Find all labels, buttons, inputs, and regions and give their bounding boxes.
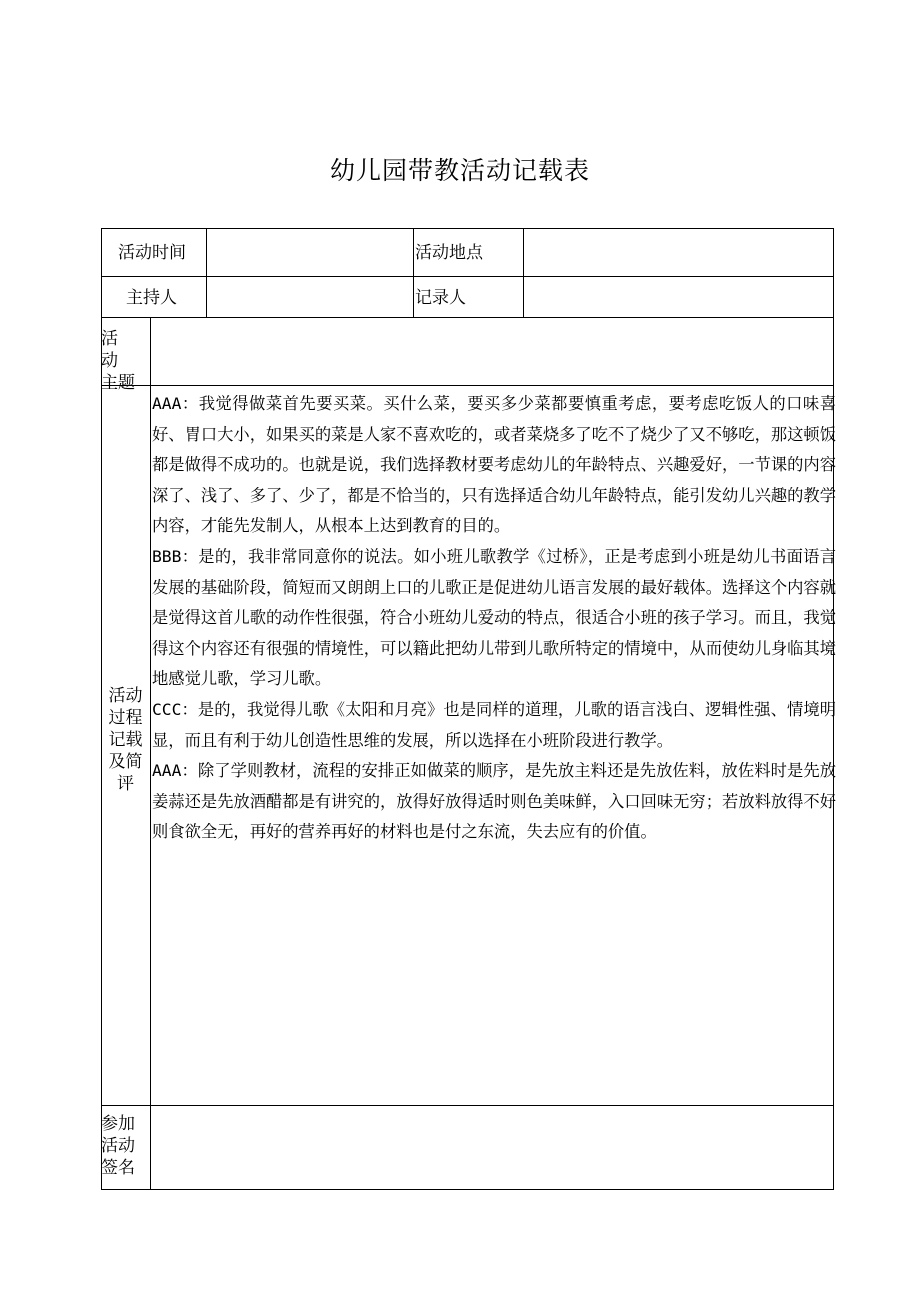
sign-label-line: 活动: [101, 1136, 135, 1156]
dialogue-text: ：除了学则教材，流程的安排正如做菜的顺序，是先放主料还是先放佐料，放佐料时是先放姜蒜还是先放酒醋都是有讲究的，放得好放得适时则色美味鲜，入口回味无穷；若放料放得不好则食欲全无，再好的营养再好的材料也是付之东流，失去应有的价值。: [152, 761, 836, 842]
row-divider: [101, 276, 834, 277]
theme-label-line: 主题: [101, 373, 135, 393]
row-divider: [101, 1105, 834, 1106]
row-divider: [101, 385, 834, 386]
dialogue-text: ：是的，我非常同意你的说法。如小班儿歌教学《过桥》，正是考虑到小班是幼儿书面语言发展的基础阶段，简短而又朗朗上口的儿歌正是促进幼儿语言发展的最好载体。选择这个内容就是觉得这首儿歌的动作性很强，符合小班幼儿爱动的特点，很适合小班的孩子学习。而且，我觉得这个内容还有很强的情境性，可以籍此把幼儿带到儿歌所特定的情境中，从而使幼儿身临其境地感觉儿歌，学习儿歌。: [152, 546, 836, 689]
col-divider: [413, 228, 414, 317]
sign-field[interactable]: [154, 1108, 830, 1186]
theme-label: [101, 328, 150, 394]
process-label: [101, 685, 150, 795]
process-label-line: 及简: [108, 752, 143, 772]
sign-label-line: 参加: [101, 1114, 135, 1134]
activity-place-label: 活动地点: [415, 243, 483, 263]
process-label-line: 活动: [108, 686, 143, 706]
activity-time-field[interactable]: [210, 230, 410, 274]
sign-label: [101, 1113, 141, 1179]
dialogue-text: ：是的，我觉得儿歌《太阳和月亮》也是同样的道理，儿歌的语言浅白、逻辑性强、情境明显，而且有利于幼儿创造性思维的发展，所以选择在小班阶段进行教学。: [152, 699, 836, 750]
theme-field[interactable]: [154, 320, 830, 382]
speaker-name: BBB: [152, 546, 182, 566]
row-divider: [101, 317, 834, 318]
dialogue-text: ：我觉得做菜首先要买菜。买什么菜，要买多少菜都要慎重考虑，要考虑吃饭人的口味喜好、胃口大小，如果买的菜是人家不喜欢吃的，或者菜烧多了吃不了烧少了又不够吃，那这顿饭都是做得不成功的。也就是说，我们选择教材要考虑幼儿的年龄特点、兴趣爱好，一节课的内容深了、浅了、多了、少了，都是不恰当的，只有选择适合幼儿年龄特点，能引发幼儿兴趣的教学内容，才能先发制人，从根本上达到教育的目的。: [152, 394, 836, 536]
col-divider: [523, 228, 524, 317]
dialogue-paragraph: [152, 389, 836, 542]
col-divider: [150, 317, 151, 1190]
process-label-line: 过程: [108, 708, 143, 728]
host-label: 主持人: [126, 288, 177, 308]
theme-label-line: 活 动: [101, 329, 122, 371]
speaker-name: AAA: [152, 394, 182, 413]
process-label-line: 评: [117, 774, 134, 794]
process-record: [152, 389, 836, 848]
dialogue-paragraph: [152, 695, 836, 756]
activity-place-field[interactable]: [527, 230, 830, 274]
speaker-name: CCC: [152, 699, 182, 719]
col-divider: [206, 228, 207, 317]
recorder-label: 记录人: [415, 288, 466, 308]
host-field[interactable]: [210, 279, 410, 315]
dialogue-paragraph: [152, 542, 836, 695]
page-title: 幼儿园带教活动记载表: [329, 156, 590, 185]
sign-label-line: 签名: [101, 1158, 135, 1178]
activity-time-label: 活动时间: [118, 243, 186, 263]
process-label-line: 记载: [108, 730, 143, 750]
recorder-field[interactable]: [527, 279, 830, 315]
dialogue-paragraph: [152, 756, 836, 848]
speaker-name: AAA: [152, 761, 182, 781]
